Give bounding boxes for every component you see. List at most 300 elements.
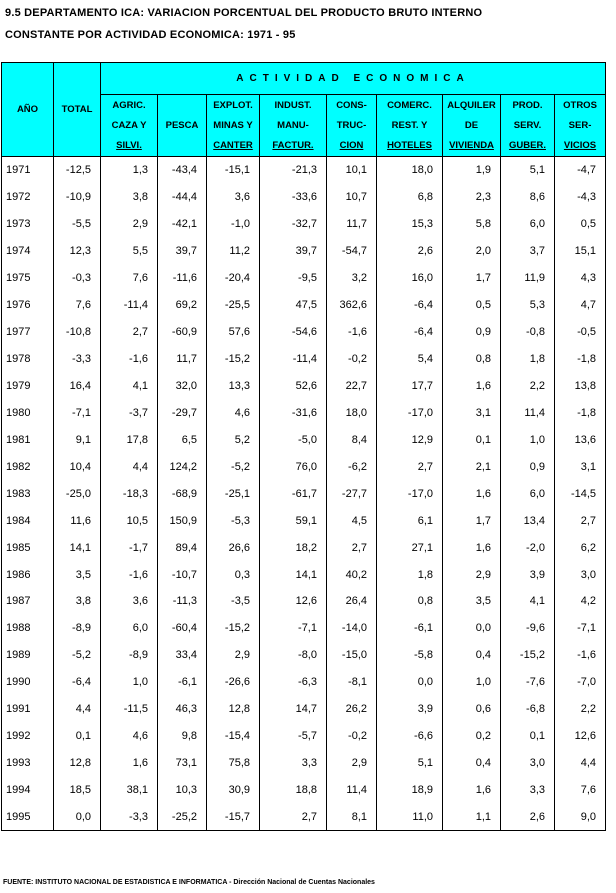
value-cell: -6,8 — [501, 696, 555, 723]
value-cell: -0,5 — [555, 318, 606, 345]
value-cell: 75,8 — [207, 750, 260, 777]
value-cell: -21,3 — [260, 157, 327, 184]
value-cell: -44,4 — [158, 183, 207, 210]
header-line: ALQUILER — [447, 99, 496, 111]
value-cell: 1,8 — [377, 561, 443, 588]
header-line: CAZA Y — [111, 119, 147, 131]
table-row — [2, 157, 606, 184]
year-cell: 1989 — [2, 642, 54, 669]
value-cell: -68,9 — [158, 480, 207, 507]
value-cell: -10,7 — [158, 561, 207, 588]
header-line: COMERC. — [387, 99, 432, 111]
year-cell: 1975 — [2, 264, 54, 291]
value-cell: 4,4 — [54, 696, 101, 723]
value-cell: -6,1 — [158, 669, 207, 696]
header-line: SERV. — [513, 119, 542, 131]
value-cell: 3,8 — [101, 183, 158, 210]
value-cell: 2,1 — [443, 453, 501, 480]
value-cell: -15,2 — [501, 642, 555, 669]
value-cell: 13,6 — [555, 426, 606, 453]
value-cell: 26,6 — [207, 534, 260, 561]
header-activity-col — [443, 95, 501, 157]
value-cell: 26,4 — [327, 588, 377, 615]
value-cell: 3,5 — [54, 561, 101, 588]
value-cell: -3,5 — [207, 588, 260, 615]
value-cell: -1,7 — [101, 534, 158, 561]
value-cell: -5,8 — [377, 642, 443, 669]
value-cell: -17,0 — [377, 399, 443, 426]
value-cell: 6,0 — [101, 615, 158, 642]
value-cell: 47,5 — [260, 291, 327, 318]
value-cell: 1,6 — [443, 480, 501, 507]
value-cell: 0,1 — [54, 723, 101, 750]
value-cell: 2,9 — [207, 642, 260, 669]
value-cell: -25,1 — [207, 480, 260, 507]
value-cell: 1,3 — [101, 157, 158, 184]
value-cell: 6,2 — [555, 534, 606, 561]
year-cell: 1983 — [2, 480, 54, 507]
value-cell: 13,8 — [555, 372, 606, 399]
value-cell: -61,7 — [260, 480, 327, 507]
value-cell: -4,3 — [555, 183, 606, 210]
value-cell: 17,8 — [101, 426, 158, 453]
header-line: TRUC- — [336, 119, 367, 131]
value-cell: -14,0 — [327, 615, 377, 642]
value-cell: -8,9 — [101, 642, 158, 669]
value-cell: 22,7 — [327, 372, 377, 399]
value-cell: 11,4 — [327, 777, 377, 804]
value-cell: 10,3 — [158, 777, 207, 804]
table-row — [2, 345, 606, 372]
value-cell: 7,6 — [555, 777, 606, 804]
value-cell: 3,7 — [501, 237, 555, 264]
header-line: SILVI. — [116, 139, 142, 151]
value-cell: 1,6 — [101, 750, 158, 777]
year-cell: 1992 — [2, 723, 54, 750]
value-cell: 1,8 — [501, 345, 555, 372]
table-row — [2, 183, 606, 210]
value-cell: 12,9 — [377, 426, 443, 453]
value-cell: -3,3 — [101, 804, 158, 831]
value-cell: 11,6 — [54, 507, 101, 534]
value-cell: 0,6 — [443, 696, 501, 723]
value-cell: 2,7 — [555, 507, 606, 534]
value-cell: 2,7 — [327, 534, 377, 561]
header-activity-col — [377, 95, 443, 157]
value-cell: 18,2 — [260, 534, 327, 561]
value-cell: 0,4 — [443, 750, 501, 777]
value-cell: 11,7 — [158, 345, 207, 372]
value-cell: 39,7 — [260, 237, 327, 264]
value-cell: 12,8 — [54, 750, 101, 777]
value-cell: 4,6 — [207, 399, 260, 426]
table-row — [2, 372, 606, 399]
table-row — [2, 777, 606, 804]
value-cell: 4,3 — [555, 264, 606, 291]
value-cell: 5,4 — [377, 345, 443, 372]
value-cell: 3,5 — [443, 588, 501, 615]
year-cell: 1982 — [2, 453, 54, 480]
value-cell: 4,6 — [101, 723, 158, 750]
header-activity-col — [101, 95, 158, 157]
value-cell: 3,3 — [501, 777, 555, 804]
value-cell: -8,9 — [54, 615, 101, 642]
value-cell: 2,9 — [327, 750, 377, 777]
header-line: INDUST. — [274, 99, 312, 111]
year-cell: 1976 — [2, 291, 54, 318]
value-cell: 11,0 — [377, 804, 443, 831]
table-row — [2, 588, 606, 615]
value-cell: -2,0 — [501, 534, 555, 561]
value-cell: -11,6 — [158, 264, 207, 291]
value-cell: 2,2 — [501, 372, 555, 399]
value-cell: -11,5 — [101, 696, 158, 723]
value-cell: 12,8 — [207, 696, 260, 723]
value-cell: -0,3 — [54, 264, 101, 291]
value-cell: -5,2 — [207, 453, 260, 480]
value-cell: -12,5 — [54, 157, 101, 184]
value-cell: 10,7 — [327, 183, 377, 210]
value-cell: 3,2 — [327, 264, 377, 291]
value-cell: 10,5 — [101, 507, 158, 534]
value-cell: 6,5 — [158, 426, 207, 453]
value-cell: 1,7 — [443, 507, 501, 534]
value-cell: 4,7 — [555, 291, 606, 318]
value-cell: 1,0 — [501, 426, 555, 453]
value-cell: 16,4 — [54, 372, 101, 399]
value-cell: 4,5 — [327, 507, 377, 534]
value-cell: 0,2 — [443, 723, 501, 750]
year-cell: 1972 — [2, 183, 54, 210]
year-cell: 1986 — [2, 561, 54, 588]
value-cell: 5,2 — [207, 426, 260, 453]
table-row — [2, 291, 606, 318]
value-cell: 13,3 — [207, 372, 260, 399]
value-cell: -18,3 — [101, 480, 158, 507]
value-cell: -7,0 — [555, 669, 606, 696]
table-row — [2, 210, 606, 237]
value-cell: 0,1 — [443, 426, 501, 453]
year-cell: 1974 — [2, 237, 54, 264]
value-cell: -5,5 — [54, 210, 101, 237]
value-cell: 89,4 — [158, 534, 207, 561]
table-row — [2, 804, 606, 831]
value-cell: 57,6 — [207, 318, 260, 345]
header-activity-col — [207, 95, 260, 157]
value-cell: -0,2 — [327, 723, 377, 750]
value-cell: -1,8 — [555, 399, 606, 426]
value-cell: 0,8 — [443, 345, 501, 372]
value-cell: 1,6 — [443, 534, 501, 561]
value-cell: 18,0 — [327, 399, 377, 426]
value-cell: -60,9 — [158, 318, 207, 345]
header-year: AÑO — [2, 63, 54, 157]
value-cell: 0,0 — [443, 615, 501, 642]
table-row — [2, 318, 606, 345]
value-cell: 11,2 — [207, 237, 260, 264]
value-cell: 3,6 — [207, 183, 260, 210]
table-row — [2, 642, 606, 669]
header-activity-col — [327, 95, 377, 157]
table-row — [2, 399, 606, 426]
value-cell: 46,3 — [158, 696, 207, 723]
value-cell: -1,6 — [327, 318, 377, 345]
year-cell: 1988 — [2, 615, 54, 642]
header-line: EXPLOT. — [213, 99, 253, 111]
value-cell: 4,1 — [501, 588, 555, 615]
value-cell: 5,1 — [501, 157, 555, 184]
value-cell: -20,4 — [207, 264, 260, 291]
value-cell: -25,2 — [158, 804, 207, 831]
value-cell: 38,1 — [101, 777, 158, 804]
value-cell: 2,9 — [443, 561, 501, 588]
value-cell: -0,2 — [327, 345, 377, 372]
value-cell: 2,3 — [443, 183, 501, 210]
source-footnote: FUENTE: INSTITUTO NACIONAL DE ESTADISTICA E INFORMATICA - Dirección Nacional de Cuentas Nacionales — [3, 879, 375, 886]
value-cell: -15,1 — [207, 157, 260, 184]
value-cell: 39,7 — [158, 237, 207, 264]
header-activity-band: ACTIVIDAD ECONOMICA — [101, 63, 606, 95]
value-cell: 2,7 — [377, 453, 443, 480]
year-cell: 1973 — [2, 210, 54, 237]
value-cell: -54,7 — [327, 237, 377, 264]
value-cell: 33,4 — [158, 642, 207, 669]
table-row — [2, 723, 606, 750]
header-line: AGRIC. — [112, 99, 146, 111]
value-cell: 0,4 — [443, 642, 501, 669]
value-cell: 0,0 — [54, 804, 101, 831]
header-activity-col — [158, 95, 207, 157]
header-line: OTROS — [563, 99, 597, 111]
value-cell: -7,1 — [555, 615, 606, 642]
value-cell: -6,2 — [327, 453, 377, 480]
value-cell: 3,9 — [377, 696, 443, 723]
header-line: VICIOS — [563, 139, 597, 151]
table-row — [2, 453, 606, 480]
value-cell: 9,0 — [555, 804, 606, 831]
year-cell: 1978 — [2, 345, 54, 372]
year-cell: 1990 — [2, 669, 54, 696]
value-cell: 11,7 — [327, 210, 377, 237]
table-row — [2, 561, 606, 588]
value-cell: 52,6 — [260, 372, 327, 399]
year-cell: 1993 — [2, 750, 54, 777]
value-cell: 11,9 — [501, 264, 555, 291]
value-cell: 1,7 — [443, 264, 501, 291]
header-line: REST. Y — [391, 119, 428, 131]
header-line: CION — [339, 139, 364, 151]
value-cell: -43,4 — [158, 157, 207, 184]
value-cell: -11,4 — [260, 345, 327, 372]
value-cell: -60,4 — [158, 615, 207, 642]
header-line: GUBER. — [509, 139, 546, 151]
value-cell: -7,1 — [260, 615, 327, 642]
year-cell: 1994 — [2, 777, 54, 804]
year-cell: 1980 — [2, 399, 54, 426]
value-cell: 2,7 — [260, 804, 327, 831]
value-cell: -5,7 — [260, 723, 327, 750]
value-cell: 5,1 — [377, 750, 443, 777]
header-line: HOTELES — [387, 139, 432, 151]
value-cell: 3,3 — [260, 750, 327, 777]
value-cell: 12,3 — [54, 237, 101, 264]
value-cell: 13,4 — [501, 507, 555, 534]
value-cell: 3,0 — [555, 561, 606, 588]
value-cell: 18,0 — [377, 157, 443, 184]
header-line: MINAS Y — [213, 119, 253, 131]
value-cell: -8,0 — [260, 642, 327, 669]
year-cell: 1977 — [2, 318, 54, 345]
value-cell: 2,9 — [101, 210, 158, 237]
value-cell: -14,5 — [555, 480, 606, 507]
value-cell: -15,4 — [207, 723, 260, 750]
value-cell: -10,9 — [54, 183, 101, 210]
value-cell: -33,6 — [260, 183, 327, 210]
value-cell: -6,6 — [377, 723, 443, 750]
value-cell: -7,6 — [501, 669, 555, 696]
value-cell: 3,1 — [555, 453, 606, 480]
value-cell: 0,3 — [207, 561, 260, 588]
value-cell: 6,8 — [377, 183, 443, 210]
value-cell: -5,2 — [54, 642, 101, 669]
value-cell: 5,8 — [443, 210, 501, 237]
year-cell: 1984 — [2, 507, 54, 534]
value-cell: 2,6 — [377, 237, 443, 264]
value-cell: 7,6 — [54, 291, 101, 318]
value-cell: 150,9 — [158, 507, 207, 534]
value-cell: 18,5 — [54, 777, 101, 804]
value-cell: 3,6 — [101, 588, 158, 615]
table-row — [2, 696, 606, 723]
value-cell: 4,4 — [101, 453, 158, 480]
value-cell: -5,3 — [207, 507, 260, 534]
value-cell: -11,4 — [101, 291, 158, 318]
value-cell: -11,3 — [158, 588, 207, 615]
value-cell: 76,0 — [260, 453, 327, 480]
value-cell: 0,9 — [443, 318, 501, 345]
value-cell: -26,6 — [207, 669, 260, 696]
value-cell: 0,0 — [377, 669, 443, 696]
header-line: DE — [464, 119, 479, 131]
year-cell: 1991 — [2, 696, 54, 723]
value-cell: 6,1 — [377, 507, 443, 534]
year-cell: 1985 — [2, 534, 54, 561]
value-cell: -5,0 — [260, 426, 327, 453]
value-cell: -25,0 — [54, 480, 101, 507]
value-cell: 59,1 — [260, 507, 327, 534]
value-cell: 9,8 — [158, 723, 207, 750]
value-cell: 15,1 — [555, 237, 606, 264]
value-cell: 5,3 — [501, 291, 555, 318]
value-cell: 6,0 — [501, 480, 555, 507]
value-cell: -25,5 — [207, 291, 260, 318]
value-cell: -1,6 — [101, 561, 158, 588]
value-cell: 2,0 — [443, 237, 501, 264]
header-line: PESCA — [165, 119, 199, 131]
value-cell: 14,7 — [260, 696, 327, 723]
header-total: TOTAL — [54, 63, 101, 157]
value-cell: -1,0 — [207, 210, 260, 237]
table-row — [2, 615, 606, 642]
value-cell: -3,3 — [54, 345, 101, 372]
value-cell: 1,6 — [443, 777, 501, 804]
value-cell: -9,5 — [260, 264, 327, 291]
value-cell: 0,5 — [443, 291, 501, 318]
value-cell: -0,8 — [501, 318, 555, 345]
table-row — [2, 426, 606, 453]
header-line: MANU- — [277, 119, 309, 131]
value-cell: -4,7 — [555, 157, 606, 184]
table-row — [2, 237, 606, 264]
table-title-line-2: CONSTANTE POR ACTIVIDAD ECONOMICA: 1971 - 95 — [5, 29, 296, 41]
value-cell: -27,7 — [327, 480, 377, 507]
year-cell: 1979 — [2, 372, 54, 399]
value-cell: 9,1 — [54, 426, 101, 453]
value-cell: 7,6 — [101, 264, 158, 291]
value-cell: 10,1 — [327, 157, 377, 184]
value-cell: -10,8 — [54, 318, 101, 345]
value-cell: 27,1 — [377, 534, 443, 561]
value-cell: -6,4 — [377, 291, 443, 318]
value-cell: -31,6 — [260, 399, 327, 426]
value-cell: 30,9 — [207, 777, 260, 804]
value-cell: 0,1 — [501, 723, 555, 750]
value-cell: 14,1 — [260, 561, 327, 588]
value-cell: 11,4 — [501, 399, 555, 426]
value-cell: -9,6 — [501, 615, 555, 642]
table-row — [2, 669, 606, 696]
value-cell: -6,3 — [260, 669, 327, 696]
value-cell: -6,4 — [54, 669, 101, 696]
value-cell: 1,0 — [101, 669, 158, 696]
value-cell: 10,4 — [54, 453, 101, 480]
value-cell: 1,6 — [443, 372, 501, 399]
table-row — [2, 480, 606, 507]
value-cell: -7,1 — [54, 399, 101, 426]
value-cell: 1,1 — [443, 804, 501, 831]
table-row — [2, 750, 606, 777]
value-cell: -17,0 — [377, 480, 443, 507]
value-cell: -42,1 — [158, 210, 207, 237]
value-cell: 4,1 — [101, 372, 158, 399]
value-cell: 15,3 — [377, 210, 443, 237]
value-cell: 14,1 — [54, 534, 101, 561]
value-cell: -32,7 — [260, 210, 327, 237]
value-cell: 4,2 — [555, 588, 606, 615]
value-cell: -15,7 — [207, 804, 260, 831]
value-cell: 8,4 — [327, 426, 377, 453]
header-line: FACTUR. — [272, 139, 314, 151]
value-cell: -8,1 — [327, 669, 377, 696]
table-title-line-1: 9.5 DEPARTAMENTO ICA: VARIACION PORCENTUAL DEL PRODUCTO BRUTO INTERNO — [5, 7, 483, 19]
value-cell: 2,2 — [555, 696, 606, 723]
value-cell: 12,6 — [555, 723, 606, 750]
value-cell: 73,1 — [158, 750, 207, 777]
value-cell: 8,6 — [501, 183, 555, 210]
table-row — [2, 507, 606, 534]
value-cell: 362,6 — [327, 291, 377, 318]
table-row — [2, 264, 606, 291]
value-cell: 18,8 — [260, 777, 327, 804]
value-cell: 8,1 — [327, 804, 377, 831]
value-cell: 69,2 — [158, 291, 207, 318]
header-line: CONS- — [336, 99, 367, 111]
pbi-variation-table — [1, 62, 606, 831]
table-row — [2, 534, 606, 561]
value-cell: -6,4 — [377, 318, 443, 345]
value-cell: 32,0 — [158, 372, 207, 399]
header-activity-col — [501, 95, 555, 157]
